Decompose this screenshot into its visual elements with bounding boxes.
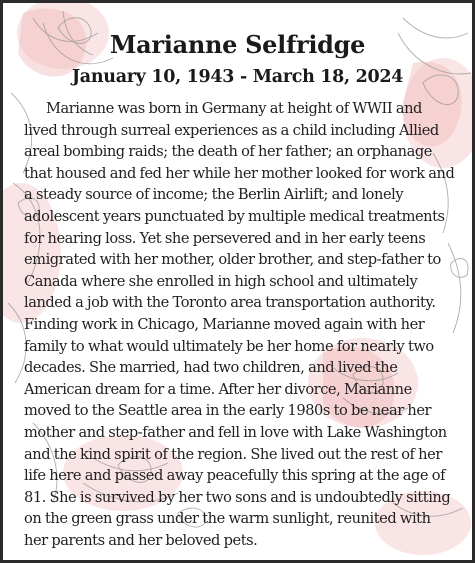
- deceased-name: Marianne Selfridge: [109, 30, 366, 59]
- obituary-text: Marianne was born in Germany at height of WWII and lived through surreal experiences as a child including Allied areal bombing raids; the death of her father; an orphanage that housed and fed her while her mother looked for work and a steady source of income; the Berlin Airlift; and lonely adolescent years punctuated by multiple medical treatments for hearing loss. Yet she persevered and in her early teens emigrated with her mother, older brother, and step-father to Canada where she enrolled in high school and ultimately landed a job with the Toronto area transportation authority. Finding work in Chicago, Marianne moved again with her family to what would ultimately be her home for nearly two decades. She married, had two children, and lived the American dream for a time. After her divorce, Marianne moved to the Seattle area in the early 1980s to be near her mother and step-father and fell in love with Lake Washington and the kind spirit of the region. She lived out the rest of her life here and passed away peacefully this spring at the age of 81. She is survived by her two sons and is undoubtedly sitting on the green grass under the warm sunlight, reunited with her parents and her beloved pets.: [24, 100, 455, 549]
- life-dates: January 10, 1943 - March 18, 2024: [71, 67, 404, 87]
- obituary-content: [3, 3, 472, 560]
